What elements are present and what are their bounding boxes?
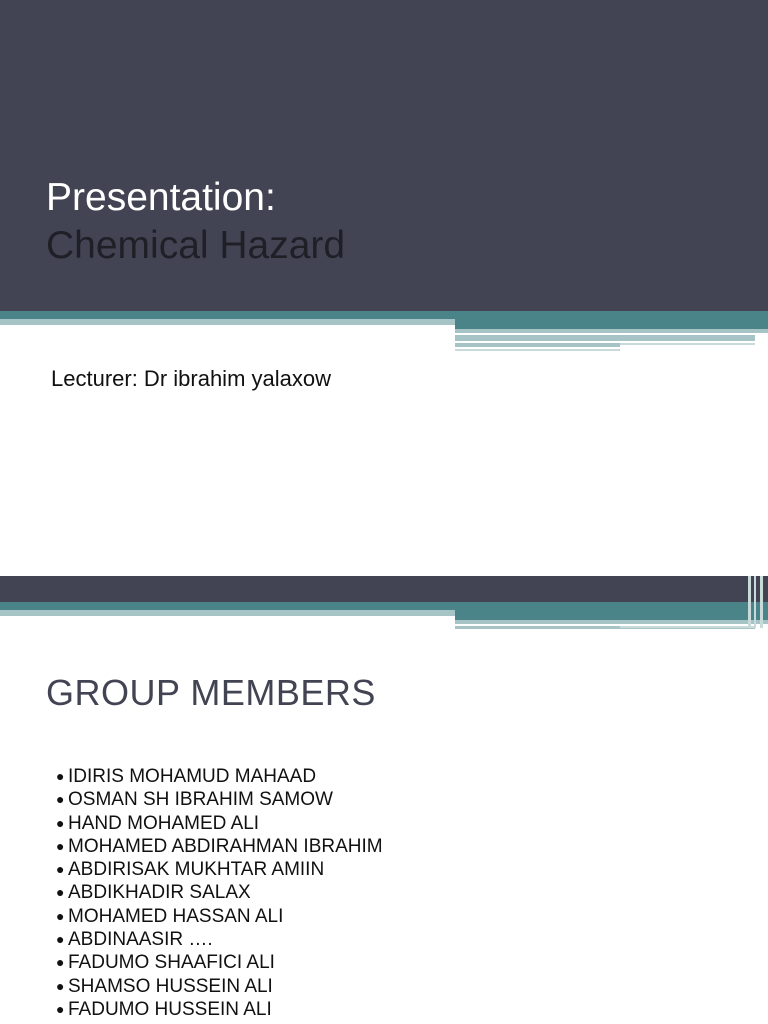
stripe-teal [0, 311, 768, 319]
member-name: ABDIRISAK MUKHTAR AMIIN [68, 859, 325, 881]
list-item [56, 928, 383, 951]
stripe-vertical-3 [760, 576, 763, 628]
bullet-icon: ● [56, 931, 65, 948]
bullet-icon: ● [56, 814, 65, 831]
group-members-slide [0, 576, 768, 1024]
header-band [0, 576, 768, 602]
lecturer-text: Lecturer: Dr ibrahim yalaxow [51, 366, 331, 391]
stripe-light-right-2 [455, 335, 755, 341]
stripe-teal-right [455, 610, 768, 620]
member-name: FADUMO SHAAFICI ALI [68, 952, 275, 974]
members-list [56, 765, 383, 1021]
list-item [56, 905, 383, 928]
stripe-light-right-5 [455, 349, 620, 351]
stripe-vertical-1 [748, 576, 751, 628]
bullet-icon: ● [56, 954, 65, 971]
member-name: SHAMSO HUSSEIN ALI [68, 975, 273, 997]
stripe-light-right-3 [455, 343, 620, 347]
member-name: FADUMO HUSSEIN ALI [68, 998, 272, 1020]
bullet-icon: ● [56, 884, 65, 901]
stripe-light-left [0, 610, 455, 616]
list-item [56, 835, 383, 858]
bullet-icon: ● [56, 977, 65, 994]
member-name: MOHAMED HASSAN ALI [68, 905, 284, 927]
list-item [56, 951, 383, 974]
stripe-light-right-1 [455, 329, 768, 333]
member-name: MOHAMED ABDIRAHMAN IBRAHIM [68, 835, 383, 857]
title-line-presentation: Presentation: [46, 176, 276, 219]
stripe-light-right-4 [620, 343, 755, 345]
bullet-icon: ● [56, 907, 65, 924]
bullet-icon: ● [56, 791, 65, 808]
list-item [56, 765, 383, 788]
bullet-icon: ● [56, 837, 65, 854]
stripe-vertical-2 [754, 576, 756, 628]
bullet-icon: ● [56, 768, 65, 784]
list-item [56, 998, 383, 1021]
member-name: ABDINAASIR …. [68, 929, 213, 951]
list-item [56, 788, 383, 811]
member-name: ABDIKHADIR SALAX [68, 882, 251, 904]
stripe-teal-right [455, 319, 768, 329]
stripe-light-left [0, 319, 455, 325]
member-name: HAND MOHAMED ALI [68, 812, 260, 834]
title-line-topic: Chemical Hazard [46, 224, 346, 267]
stripe-light-right-3 [620, 626, 755, 628]
stripe-teal [0, 602, 768, 610]
slide-title [46, 174, 345, 270]
member-name: OSMAN SH IBRAHIM SAMOW [68, 789, 333, 811]
list-item [56, 975, 383, 998]
member-name: IDIRIS MOHAMUD MAHAAD [68, 766, 317, 787]
group-members-title: GROUP MEMBERS [46, 672, 376, 713]
bullet-icon: ● [56, 861, 65, 878]
stripe-light-right-1 [455, 620, 768, 624]
bullet-icon: ● [56, 1000, 65, 1017]
list-item [56, 858, 383, 881]
list-item [56, 881, 383, 904]
list-item [56, 812, 383, 835]
